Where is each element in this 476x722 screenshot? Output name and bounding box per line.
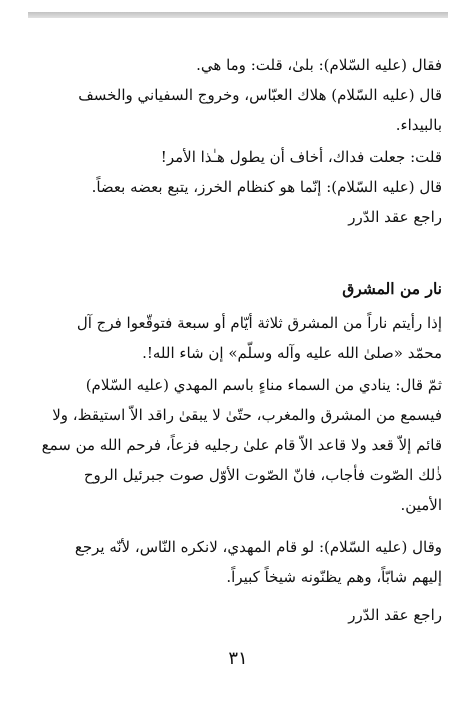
text-line: قال (عليه السّلام) هلاك العبّاس، وخروج السفياني والخسف <box>78 86 442 104</box>
scan-edge-shadow <box>28 12 448 18</box>
text-line: ثمّ قال: ينادي من السماء مناءٍ باسم المهدي (عليه السّلام) <box>85 376 442 394</box>
text-line: إليهم شابّاً، وهم يظنّونه شيخاً كبيراً. <box>226 568 442 586</box>
text-line: قلت: جعلت فداك، أخاف أن يطول هـٰذا الأمر! <box>160 148 442 166</box>
text-line: فقال (عليه السّلام): بلىٰ، قلت: وما هي. <box>196 56 442 74</box>
text-line: الأمين. <box>400 496 442 514</box>
text-line: بالبيداء. <box>395 116 442 134</box>
page-number: ٣١ <box>228 648 248 669</box>
source-citation: راجع عقد الدّرر <box>348 606 442 624</box>
text-line: وقال (عليه السّلام): لو قام المهدي، لانكره النّاس، لأنّه يرجع <box>74 538 442 556</box>
text-line: فيسمع من المشرق والمغرب، حتّىٰ لا يبقىٰ راقد الاّ استيقظ، ولا <box>52 406 442 424</box>
source-citation: راجع عقد الدّرر <box>348 208 442 226</box>
text-line: ذٰلك الصّوت فأجاب، فانّ الصّوت الأوّل صوت جبرئيل الروح <box>83 466 442 484</box>
text-line: إذا رأيتم ناراً من المشرق ثلاثة أيّام أو سبعة فتوقّعوا فرج آل <box>76 314 442 332</box>
text-line: قائم إلاّ قعد ولا قاعد الاّ قام علىٰ رجليه فزعاً، فرحم الله من سمع <box>41 436 442 454</box>
text-line: محمّد «صلىٰ الله عليه وآله وسلّم» إن شاء الله!. <box>142 344 442 362</box>
text-line: قال (عليه السّلام): إنّما هو كنظام الخرز، يتبع بعضه بعضاً. <box>91 178 442 196</box>
section-heading: نار من المشرق <box>342 279 442 298</box>
